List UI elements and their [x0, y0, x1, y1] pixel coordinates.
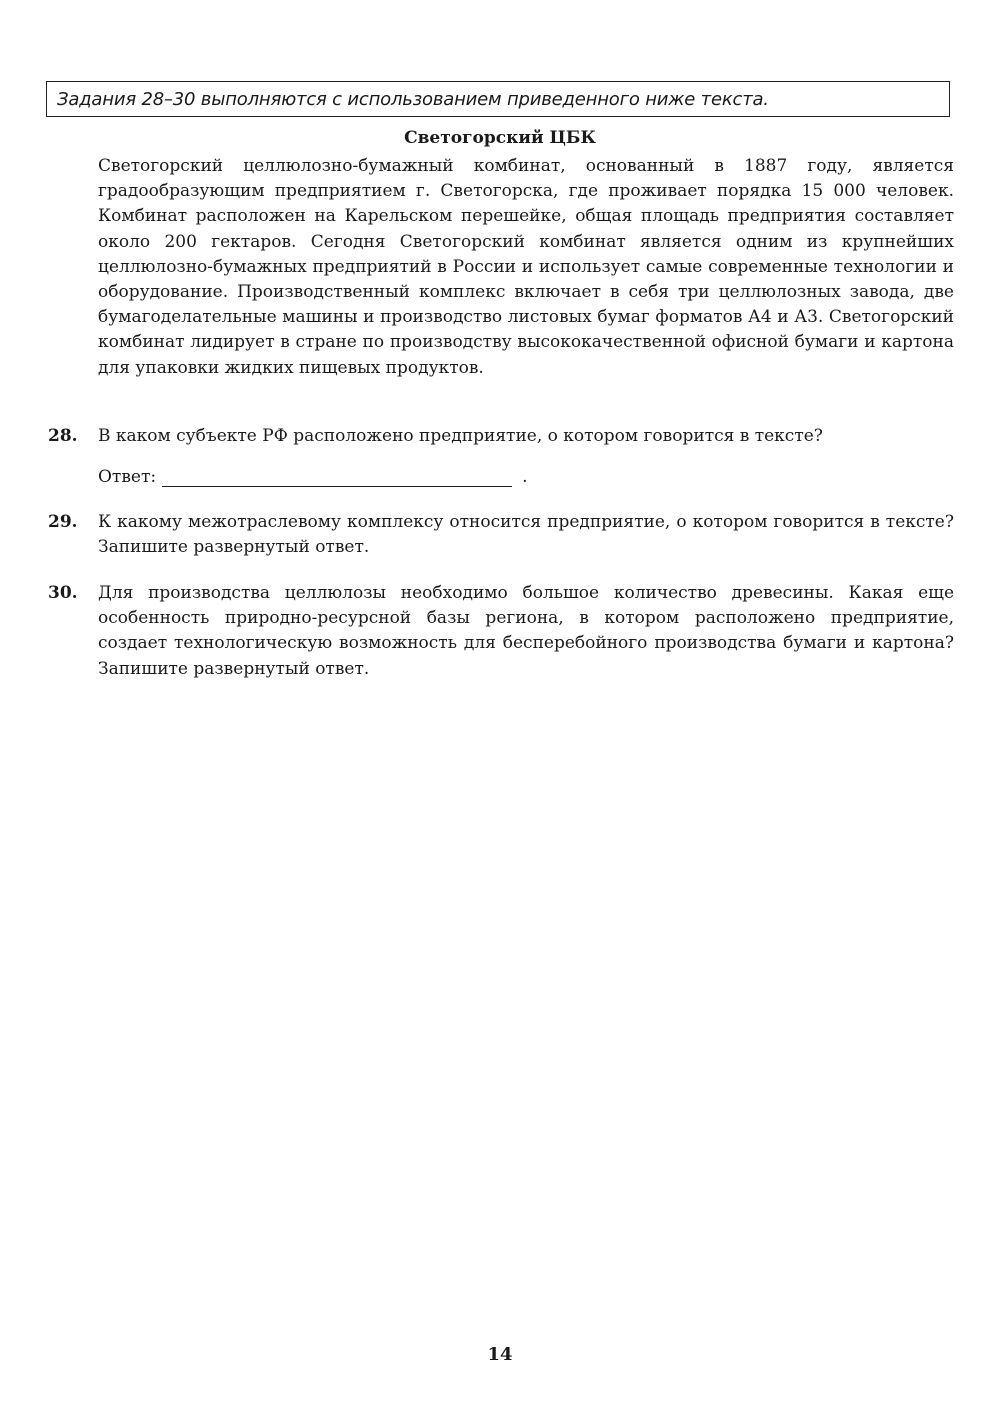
task-instruction-box — [46, 81, 950, 117]
article-title: Светогорский ЦБК — [404, 128, 596, 148]
question-number: 30. — [48, 583, 78, 603]
answer-row — [98, 466, 528, 487]
answer-period: . — [522, 467, 528, 487]
question-number: 29. — [48, 512, 78, 532]
answer-label: Ответ: — [98, 467, 157, 487]
question-number: 28. — [48, 426, 78, 446]
question-text: К какому межотраслевому комплексу относится предприятие, о котором говорится в тексте? Запишите развернутый ответ. — [98, 512, 954, 558]
article-body: Светогорский целлюлозно-бумажный комбинат, основанный в 1887 году, является градообразующим предприятием г. Светогорска, где проживает порядка 15 000 человек. Комбинат расположен на Карельском перешейке, общая площадь предприятия составляет около 200 гектаров. Сегодня Светогорский комбинат является одним из крупнейших целлюлозно-бумажных предприятий в России и использует самые современные технологии и оборудование. Производственный комплекс включает в себя три целлюлозных завода, две бумагоделательные машины и производство листовых бумаг форматов А4 и А3. Светогорский комбинат лидирует в стране по производству высококачественной офисной бумаги и картона для упаковки жидких пищевых продуктов. — [98, 156, 954, 378]
question-text: В каком субъекте РФ расположено предприятие, о котором говорится в тексте? — [98, 426, 823, 446]
task-instruction-text: Задания 28–30 выполняются с использованием приведенного ниже текста. — [57, 88, 769, 110]
page-number: 14 — [487, 1344, 513, 1365]
answer-field[interactable] — [162, 466, 512, 487]
question-text: Для производства целлюлозы необходимо большое количество древесины. Какая еще особенность природно-ресурсной базы региона, в котором расположено предприятие, создает технологическую возможность для бесперебойного производства бумаги и картона? Запишите развернутый ответ. — [98, 583, 954, 679]
